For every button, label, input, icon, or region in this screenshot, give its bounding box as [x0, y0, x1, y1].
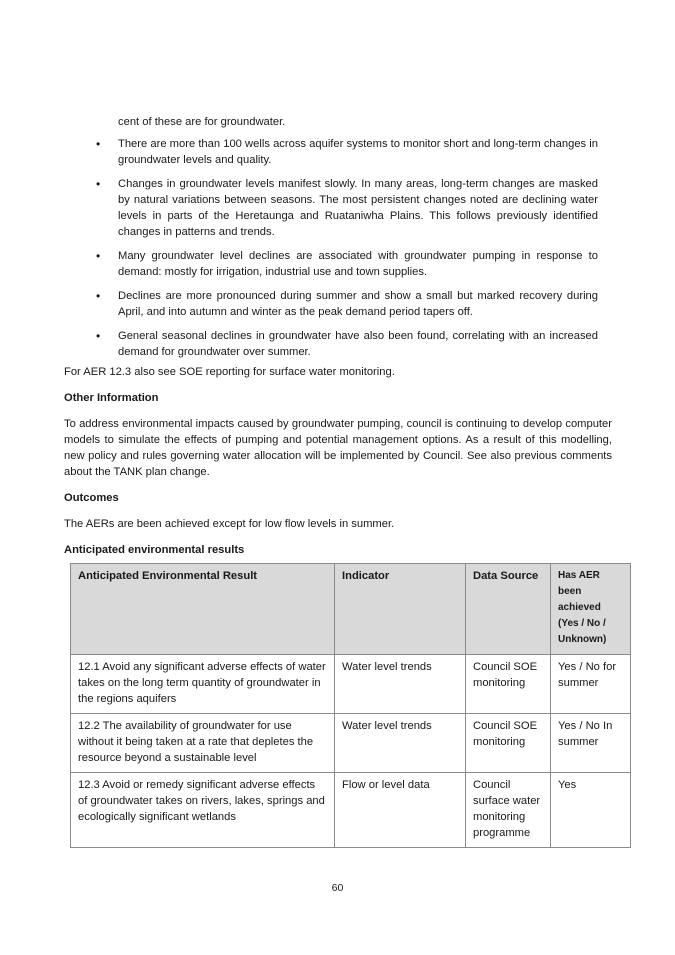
column-header: Indicator	[335, 564, 466, 655]
column-header: Anticipated Environmental Result	[71, 564, 335, 655]
bullet-icon: •	[96, 177, 101, 191]
other-information-heading: Other Information	[64, 392, 159, 404]
list-item	[94, 176, 598, 240]
continuation-text: cent of these are for groundwater.	[118, 116, 286, 128]
bullet-text: Changes in groundwater levels manifest slowly. In many areas, long-term changes are masked by natural variations between seasons. The most persistent changes noted are declining water levels in parts of the Heretaunga and Ruataniwha Plains. This follows previously identified changes in patterns and trends.	[118, 178, 598, 238]
aer-table	[70, 563, 631, 848]
column-header: Has AER been achieved (Yes / No / Unknown)	[551, 564, 631, 655]
table-cell: 12.1 Avoid any significant adverse effects of water takes on the long term quantity of groundwater in the regions aquifers	[71, 655, 335, 714]
page-number: 60	[331, 882, 344, 894]
table-cell: Council surface water monitoring programme	[466, 773, 551, 848]
table-header-row	[71, 564, 631, 655]
table-cell: 12.2 The availability of groundwater for use without it being taken at a rate that depletes the resource beyond a sustainable level	[71, 714, 335, 773]
table-cell: Water level trends	[335, 714, 466, 773]
table-cell: Council SOE monitoring	[466, 655, 551, 714]
outcomes-text: The AERs are been achieved except for low flow levels in summer.	[64, 518, 395, 530]
column-header: Data Source	[466, 564, 551, 655]
bullet-icon: •	[96, 289, 101, 303]
list-item	[94, 288, 598, 320]
table-cell: Council SOE monitoring	[466, 714, 551, 773]
list-item	[94, 248, 598, 280]
bullet-text: Declines are more pronounced during summer and show a small but marked recovery during April, and into autumn and winter as the peak demand period tapers off.	[118, 290, 598, 318]
table-row	[71, 714, 631, 773]
other-information-text: To address environmental impacts caused by groundwater pumping, council is continuing to develop computer models to simulate the effects of pumping and potential management options. As a result of this modelling, new policy and rules governing water allocation will be implemented by Council. See also previous comments about the TANK plan change.	[64, 418, 612, 478]
table-cell: Flow or level data	[335, 773, 466, 848]
table-cell: Yes / No for summer	[551, 655, 631, 714]
table-cell: Yes	[551, 773, 631, 848]
bullet-icon: •	[96, 249, 101, 263]
table-cell: Yes / No In summer	[551, 714, 631, 773]
list-item	[94, 136, 598, 168]
table-row	[71, 773, 631, 848]
bullet-text: General seasonal declines in groundwater have also been found, correlating with an increased demand for groundwater over summer.	[118, 330, 598, 358]
table-cell: Water level trends	[335, 655, 466, 714]
bullet-text: Many groundwater level declines are associated with groundwater pumping in response to demand: mostly for irrigation, industrial use and town supplies.	[118, 250, 598, 278]
bullet-icon: •	[96, 329, 101, 343]
table-row	[71, 655, 631, 714]
table-cell: 12.3 Avoid or remedy significant adverse effects of groundwater takes on rivers, lakes, springs and ecologically significant wetlands	[71, 773, 335, 848]
bullet-text: There are more than 100 wells across aquifer systems to monitor short and long-term changes in groundwater levels and quality.	[118, 138, 598, 166]
aer-note: For AER 12.3 also see SOE reporting for surface water monitoring.	[64, 366, 395, 378]
outcomes-heading: Outcomes	[64, 492, 119, 504]
bullet-list	[94, 136, 598, 368]
bullet-icon: •	[96, 137, 101, 151]
list-item	[94, 328, 598, 360]
table-heading: Anticipated environmental results	[64, 544, 245, 556]
